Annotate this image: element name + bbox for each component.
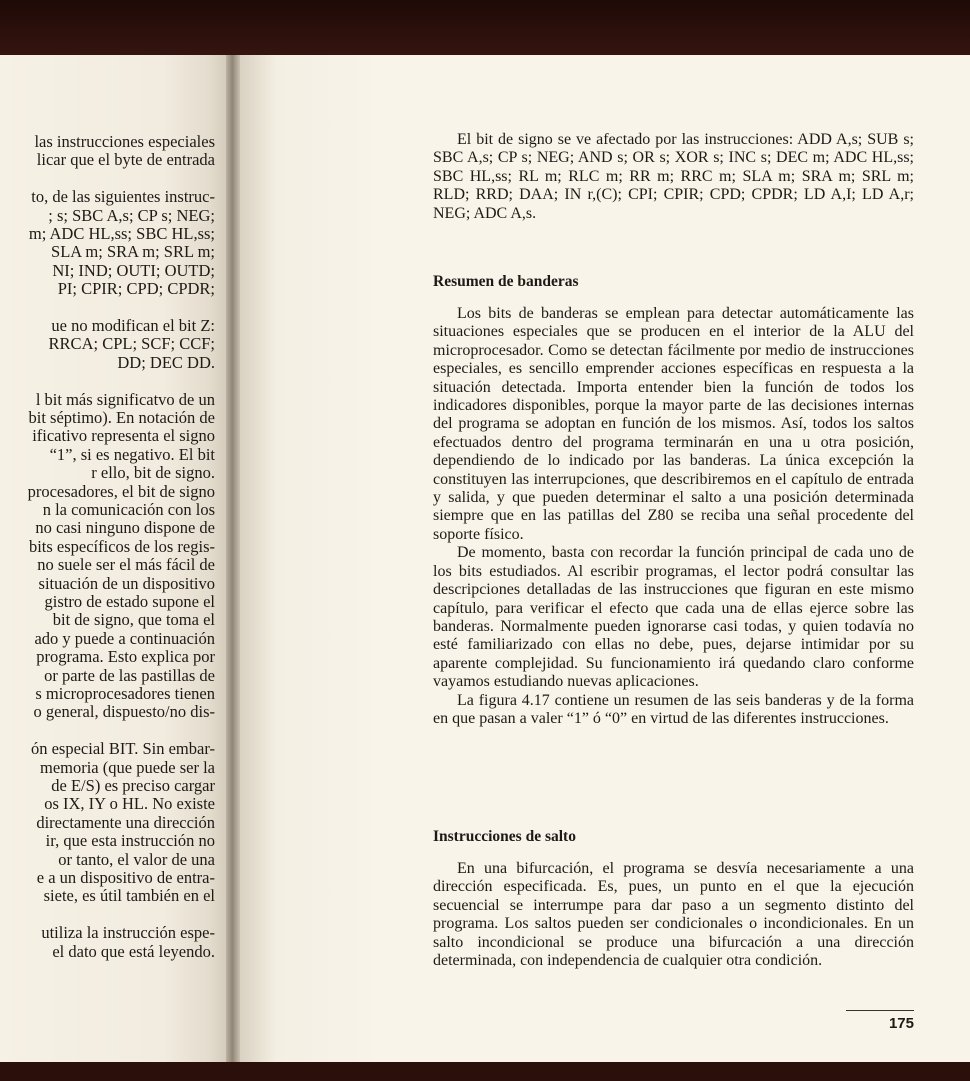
left-page-line: n la comunicación con los <box>42 500 215 519</box>
left-page-line: el dato que está leyendo. <box>52 941 215 961</box>
page-number-rule <box>846 1010 914 1011</box>
left-page-line: bit séptimo). En notación de <box>28 408 215 427</box>
left-page-line: os IX, IY o HL. No existe <box>44 794 215 814</box>
left-page-line: l bit más significatvo de un <box>35 389 215 409</box>
left-page-line: ado y puede a continuación <box>34 628 215 648</box>
left-page-line: r ello, bit de signo. <box>91 463 215 483</box>
section-heading-salto: Instrucciones de salto <box>433 828 576 845</box>
left-page-line: gistro de estado supone el <box>44 592 215 611</box>
book-bottom-background <box>0 1062 970 1081</box>
left-page-line: siete, es útil también en el <box>43 886 215 906</box>
left-page-line: no casi ninguno dispone de <box>35 518 215 538</box>
left-page-line: or tanto, el valor de una <box>58 849 215 869</box>
paragraph: En una bifurcación, el programa se desvía necesariamente a una dirección especificada. Es, pues, un punto en el que la ejecución secuencial se interrumpe para dar paso a un segmento distinto del programa. Los saltos pueden ser condicionales o incondicionales. En un salto incondicional se produce una bifurcación a una dirección determinada, con independencia de cualquier otra condición. <box>433 860 914 970</box>
section-salto-body <box>433 860 914 970</box>
left-page-line: bits específicos de los regis- <box>28 536 215 556</box>
left-page-line: no suele ser el más fácil de <box>37 555 215 575</box>
section-heading-resumen: Resumen de banderas <box>433 273 579 290</box>
left-page-line: DD; DEC DD. <box>117 352 215 372</box>
left-page <box>0 55 232 1062</box>
left-page-line: utiliza la instrucción espe- <box>41 923 215 943</box>
left-page-line: or parte de las pastillas de <box>44 665 215 685</box>
left-page-line: ón especial BIT. Sin embar- <box>30 739 215 759</box>
left-page-line: licar que el byte de entrada <box>36 150 215 170</box>
left-page-line: ue no modifican el bit Z: <box>51 316 215 335</box>
left-page-line: de E/S) es preciso cargar <box>51 776 215 795</box>
book-gutter <box>226 55 240 1062</box>
book-top-background <box>0 0 970 55</box>
left-page-line: procesadores, el bit de signo <box>27 481 215 501</box>
right-page <box>240 55 970 1062</box>
intro-paragraph-block <box>433 131 914 223</box>
left-page-line: m; ADC HL,ss; SBC HL,ss; <box>28 224 215 243</box>
paragraph: La figura 4.17 contiene un resumen de las seis banderas y de la forma en que pasan a valer “1” ó “0” en virtud de las diferentes instrucciones. <box>433 691 914 727</box>
left-page-line: e a un dispositivo de entra- <box>36 868 215 887</box>
left-page-line: las instrucciones especiales <box>34 132 215 151</box>
left-page-line: SLA m; SRA m; SRL m; <box>51 242 215 262</box>
left-page-line: RRCA; CPL; SCF; CCF; <box>48 334 215 354</box>
left-page-line: memoria (que puede ser la <box>39 757 215 777</box>
left-page-line: ir, que esta instrucción no <box>45 831 215 851</box>
page-number: 175 <box>888 1015 914 1032</box>
intro-paragraph: El bit de signo se ve afectado por las instrucciones: ADD A,s; SUB s; SBC A,s; CP s; NEG; AND s; OR s; XOR s; INC s; DEC m; ADC HL,ss; SBC HL,ss; RL m; RLC m; RR m; RRC m; SLA m; SRA m; SRL m; RLD; RRD; DAA; IN r,(C); CPI; CPIR; CPD; CPDR; LD A,I; LD A,r; NEG; ADC A,s. <box>433 131 914 222</box>
paragraph: Los bits de banderas se emplean para detectar automáticamente las situaciones especiales que se producen en el interior de la ALU del microprocesador. Como se detectan fácilmente por medio de instrucciones especiales, es sencillo emprender acciones específicas en respuesta a la situación detectada. Importa entender bien la función de todos los indicadores disponibles, porque la mayor parte de las decisiones internas del programa se adoptan en función de los mismos. Así, todos los saltos efectuados dentro del programa terminarán en una u otra posición, dependiendo de lo indicado por las banderas. La única excepción la constituyen las interrupciones, que describiremos en el capítulo de entrada y salida, y que pueden determinar el salto a una posición determinada siempre que en las patillas del Z80 se reciba una señal procedente del soporte físico. <box>433 305 914 543</box>
left-page-line: to, de las siguientes instruc- <box>31 187 215 207</box>
left-page-line: “1”, si es negativo. El bit <box>49 444 215 464</box>
left-page-line: ; s; SBC A,s; CP s; NEG; <box>48 205 215 225</box>
left-page-line: o general, dispuesto/no dis- <box>33 702 215 722</box>
section-resumen-body <box>433 305 914 728</box>
left-page-line: bit de signo, que toma el <box>52 610 215 630</box>
left-page-line: directamente una dirección <box>36 812 215 832</box>
left-page-line: s microprocesadores tienen <box>35 684 215 703</box>
left-page-line: PI; CPIR; CPD; CPDR; <box>57 279 215 299</box>
left-page-line: situación de un dispositivo <box>38 573 215 593</box>
left-page-line: programa. Esto explica por <box>36 647 215 667</box>
left-page-line: ificativo representa el signo <box>32 426 215 446</box>
paragraph: De momento, basta con recordar la función principal de cada uno de los bits estudiados. Al escribir programas, el lector podrá consultar las descripciones detalladas de las instrucciones que figuran en este mismo capítulo, para verificar el efecto que cada una de ellas ejerce sobre las banderas. Normalmente pueden ignorarse casi todas, y quien todavía no esté familiarizado con ellas no debe, pues, dejarse intimidar por su aparente complejidad. Su funcionamiento irá quedando claro conforme vayamos estudiando nuevas aplicaciones. <box>433 544 914 691</box>
left-page-line: NI; IND; OUTI; OUTD; <box>52 260 215 280</box>
